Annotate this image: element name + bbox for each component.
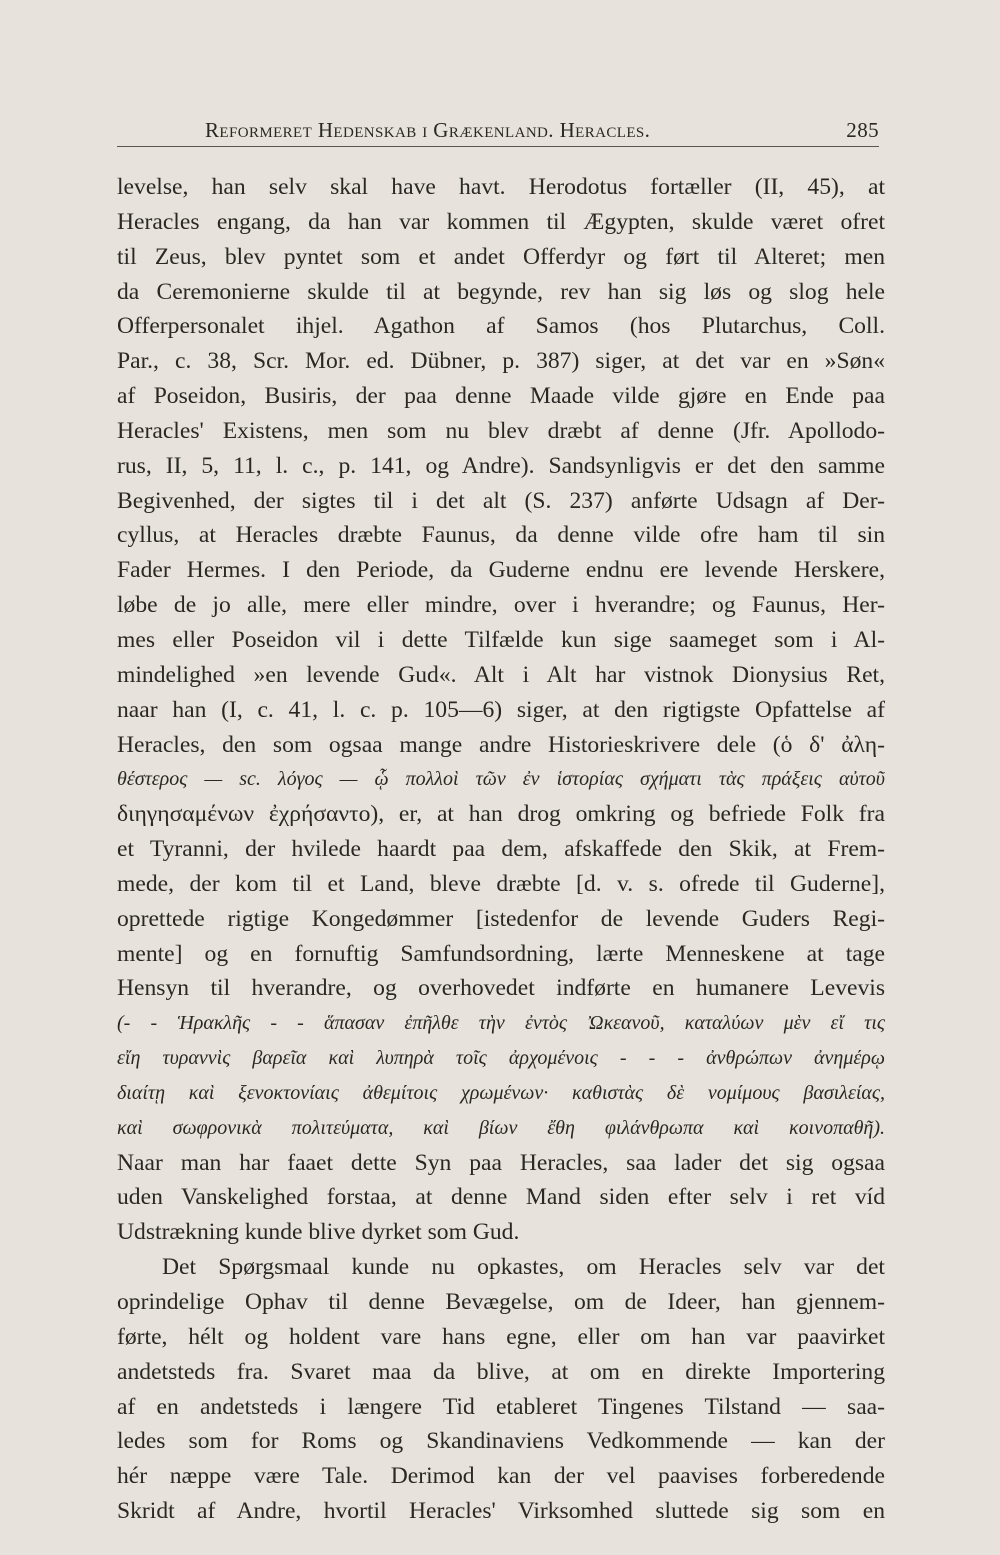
text-line: διαίτῃ καὶ ξενοκτονίαις ἀθεμίτοις χρωμένων· καθιστὰς δὲ νομίμους βασιλείας,	[117, 1081, 885, 1104]
text-line: Det Spørgsmaal kunde nu opkastes, om Heracles selv var det	[162, 1254, 885, 1281]
text-line: af Poseidon, Busiris, der paa denne Maade vilde gjøre en Ende paa	[117, 383, 885, 410]
text-line: ledes som for Roms og Skandinaviens Vedkommende — kan der	[117, 1428, 885, 1455]
text-line: levelse, han selv skal have havt. Herodotus fortæller (II, 45), at	[117, 174, 885, 200]
text-line: førte, hélt og holdent vare hans egne, eller om han var paavirket	[117, 1323, 885, 1350]
text-line: rus, II, 5, 11, l. c., p. 141, og Andre). Sandsynligvis er det den samme	[117, 452, 885, 479]
text-line: uden Vanskelighed forstaa, at denne Mand siden efter selv i ret víd	[117, 1184, 885, 1211]
text-line: καὶ σωφρονικὰ πολιτεύματα, καὶ βίων ἔθη φιλάνθρωπα καὶ κοινοπαθῆ).	[117, 1116, 885, 1139]
text-line: cyllus, at Heracles dræbte Faunus, da denne vilde ofre ham til sin	[117, 522, 885, 549]
text-line: Par., c. 38, Scr. Mor. ed. Dübner, p. 387) siger, at det var en »Søn«	[117, 348, 885, 375]
text-line: mente] og en fornuftig Samfundsordning, lærte Menneskene at tage	[117, 940, 885, 967]
text-line: andetsteds fra. Svaret maa da blive, at om en direkte Importering	[117, 1358, 885, 1385]
text-line: et Tyranni, der hvilede haardt paa dem, afskaffede den Skik, at Frem-	[117, 836, 885, 863]
text-line: θέστερος — sc. λόγος — ᾧ πολλοὶ τῶν ἐν ἱστορίας σχήματι τὰς πράξεις αὐτοῦ	[117, 768, 885, 791]
text-line: διηγησαμένων ἐχρήσαντο), er, at han drog omkring og befriede Folk fra	[117, 801, 885, 828]
text-line: Offerpersonalet ihjel. Agathon af Samos (hos Plutarchus, Coll.	[117, 313, 885, 340]
text-line: Skridt af Andre, hvortil Heracles' Virksomhed sluttede sig som en	[117, 1498, 885, 1525]
text-line: Heracles, den som ogsaa mange andre Historieskrivere dele (ὁ δ' ἀλη-	[117, 731, 885, 758]
body-text	[117, 170, 885, 1529]
text-line: mede, der kom til et Land, bleve dræbte [d. v. s. ofrede til Guderne],	[117, 870, 885, 897]
text-line: løbe de jo alle, mere eller mindre, over i hverandre; og Faunus, Her-	[117, 592, 885, 619]
text-line: Fader Hermes. I den Periode, da Guderne endnu ere levende Herskere,	[117, 557, 885, 584]
text-line: Heracles' Existens, men som nu blev dræbt af denne (Jfr. Apollodo-	[117, 417, 885, 444]
text-line: mindelighed »en levende Gud«. Alt i Alt har vistnok Dionysius Ret,	[117, 661, 885, 688]
page-number: 285	[846, 118, 879, 142]
running-header	[117, 112, 879, 147]
running-title: Reformeret Hedenskab i Grækenland. Heracles.	[205, 118, 651, 142]
text-line: oprindelige Ophav til denne Bevægelse, om de Ideer, han gjennem-	[117, 1289, 885, 1315]
text-line: til Zeus, blev pyntet som et andet Offerdyr og ført til Alteret; men	[117, 243, 885, 270]
text-line: εἴη τυραννὶς βαρεῖα καὶ λυπηρὰ τοῖς ἀρχομένοις - - - ἀνθρώπων ἀνημέρῳ	[117, 1047, 885, 1070]
text-line: oprettede rigtige Kongedømmer [istedenfor de levende Guders Regi-	[117, 905, 885, 932]
text-line: Heracles engang, da han var kommen til Ægypten, skulde været ofret	[117, 208, 885, 235]
text-line: af en andetsteds i længere Tid etableret Tingenes Tilstand — saa-	[117, 1393, 885, 1420]
text-line: Udstrækning kunde blive dyrket som Gud.	[117, 1219, 520, 1246]
text-line: naar han (I, c. 41, l. c. p. 105—6) siger, at den rigtigste Opfattelse af	[117, 696, 885, 723]
text-line: (- - Ἡρακλῆς - - ἅπασαν ἐπῆλθε τὴν ἐντὸς Ὠκεανοῦ, καταλύων μὲν εἴ τις	[117, 1012, 885, 1035]
text-line: hér næppe være Tale. Derimod kan der vel paavises forberedende	[117, 1463, 885, 1490]
text-line: Hensyn til hverandre, og overhovedet indførte en humanere Levevis	[117, 975, 885, 1002]
text-line: Naar man har faaet dette Syn paa Heracles, saa lader det sig ogsaa	[117, 1149, 885, 1176]
text-line: Begivenhed, der sigtes til i det alt (S. 237) anførte Udsagn af Der-	[117, 487, 885, 514]
text-line: da Ceremonierne skulde til at begynde, rev han sig løs og slog hele	[117, 278, 885, 305]
text-line: mes eller Poseidon vil i dette Tilfælde kun sige saameget som i Al-	[117, 626, 885, 653]
